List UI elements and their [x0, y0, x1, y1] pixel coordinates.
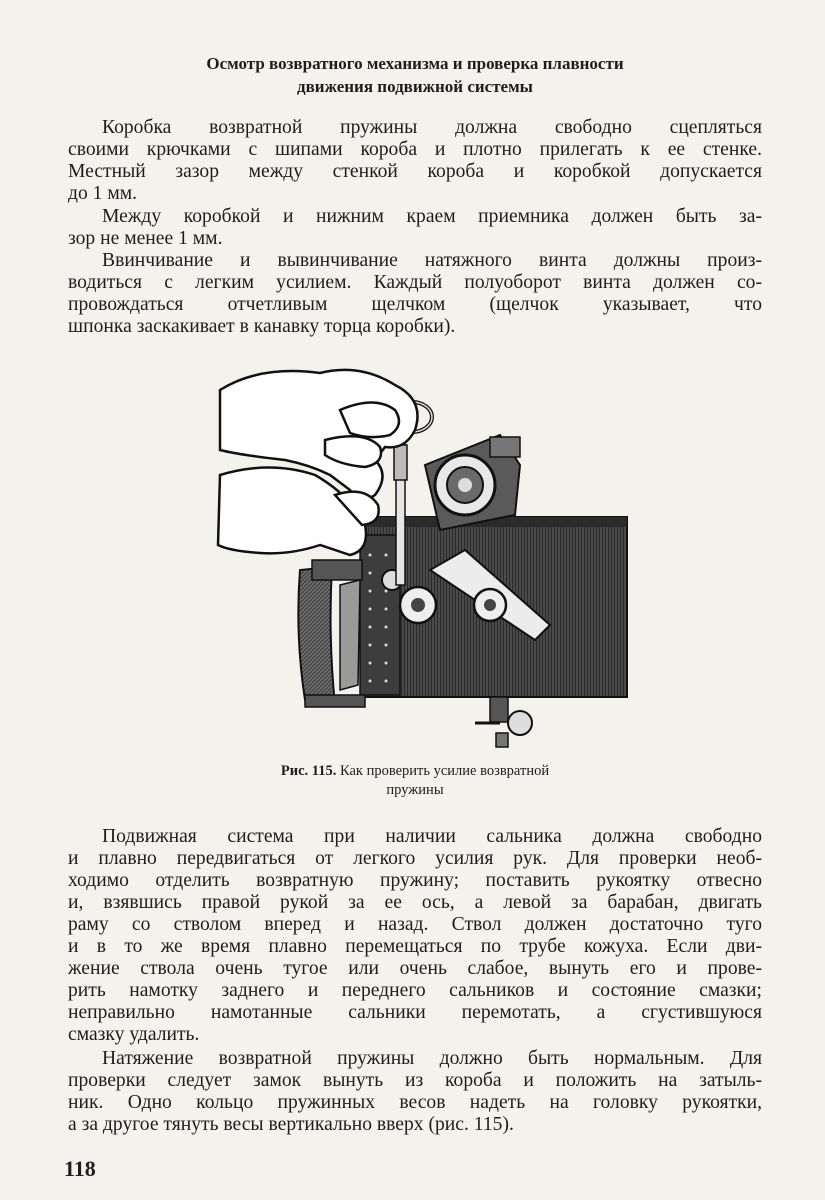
paragraph-3 — [68, 250, 762, 338]
figure-caption — [200, 762, 630, 800]
lock-mechanism — [425, 435, 520, 530]
text-line: ник. Одно кольцо пружинных весов надеть на головку рукоятки, — [68, 1092, 762, 1113]
text-line: неправильно намотанные сальники перемотать, а сгустившуюся — [68, 1002, 762, 1023]
text-line: и плавно передвигаться от легкого усилия рук. Для проверки необ- — [68, 848, 762, 869]
caption-text: Как проверить усилие возвратной — [339, 763, 550, 779]
section-heading — [70, 52, 760, 98]
text-line: ходимо отделить возвратную пружину; поставить рукоятку отвесно — [68, 870, 762, 891]
caption-line-1 — [200, 762, 630, 781]
text-line: Коробка возвратной пружины должна свободно сцепляться — [102, 117, 762, 138]
drum — [298, 560, 365, 707]
paragraph-2 — [68, 206, 762, 250]
lower-bracket — [475, 697, 532, 747]
text-line: зор не менее 1 мм. — [68, 228, 223, 249]
text-line: до 1 мм. — [68, 183, 138, 204]
text-line: а за другое тянуть весы вертикально вверх (рис. 115). — [68, 1114, 514, 1135]
text-line: провождаться отчетливым щелчком (щелчок указывает, что — [68, 294, 762, 315]
caption-label: Рис. 115. — [280, 763, 337, 779]
text-line: смазку удалить. — [68, 1024, 200, 1045]
text-line: Между коробкой и нижним краем приемника должен быть за- — [102, 206, 762, 227]
text-line: проверки следует замок вынуть из короба и положить на затыль- — [68, 1070, 762, 1091]
figure-115-illustration — [200, 355, 630, 755]
text-line: жение ствола очень тугое или очень слабое, вынуть его и прове- — [68, 958, 762, 979]
text-line: Местный зазор между стенкой короба и коробкой допускается — [68, 161, 762, 182]
text-line: и в то же время плавно перемещаться по трубе кожуха. Если дви- — [68, 936, 762, 957]
heading-line-2: движения подвижной системы — [297, 77, 533, 96]
text-line: шпонка заскакивает в канавку торца коробки). — [68, 316, 456, 337]
text-line: раму со стволом вперед и назад. Ствол должен достаточно туго — [68, 914, 762, 935]
text-line: Ввинчивание и вывинчивание натяжного винта должны произ- — [102, 250, 762, 271]
text-line: и, взявшись правой рукой за ее ось, а левой за барабан, двигать — [68, 892, 762, 913]
paragraph-4 — [68, 826, 762, 1046]
text-line: водиться с легким усилием. Каждый полуоборот винта должен со- — [68, 272, 762, 293]
caption-line-2: пружины — [386, 782, 444, 798]
page-number: 118 — [64, 1156, 96, 1181]
paragraph-1 — [68, 117, 762, 205]
paragraph-5 — [68, 1048, 762, 1136]
text-line: Подвижная система при наличии сальника должна свободно — [102, 826, 762, 847]
heading-line-1: Осмотр возвратного механизма и проверка плавности — [206, 54, 624, 73]
text-line: своими крючками с шипами короба и плотно прилегать к ее стенке. — [68, 139, 762, 160]
text-line: Натяжение возвратной пружины должно быть нормальным. Для — [102, 1048, 762, 1069]
text-line: рить намотку заднего и переднего сальников и состояние смазки; — [68, 980, 762, 1001]
